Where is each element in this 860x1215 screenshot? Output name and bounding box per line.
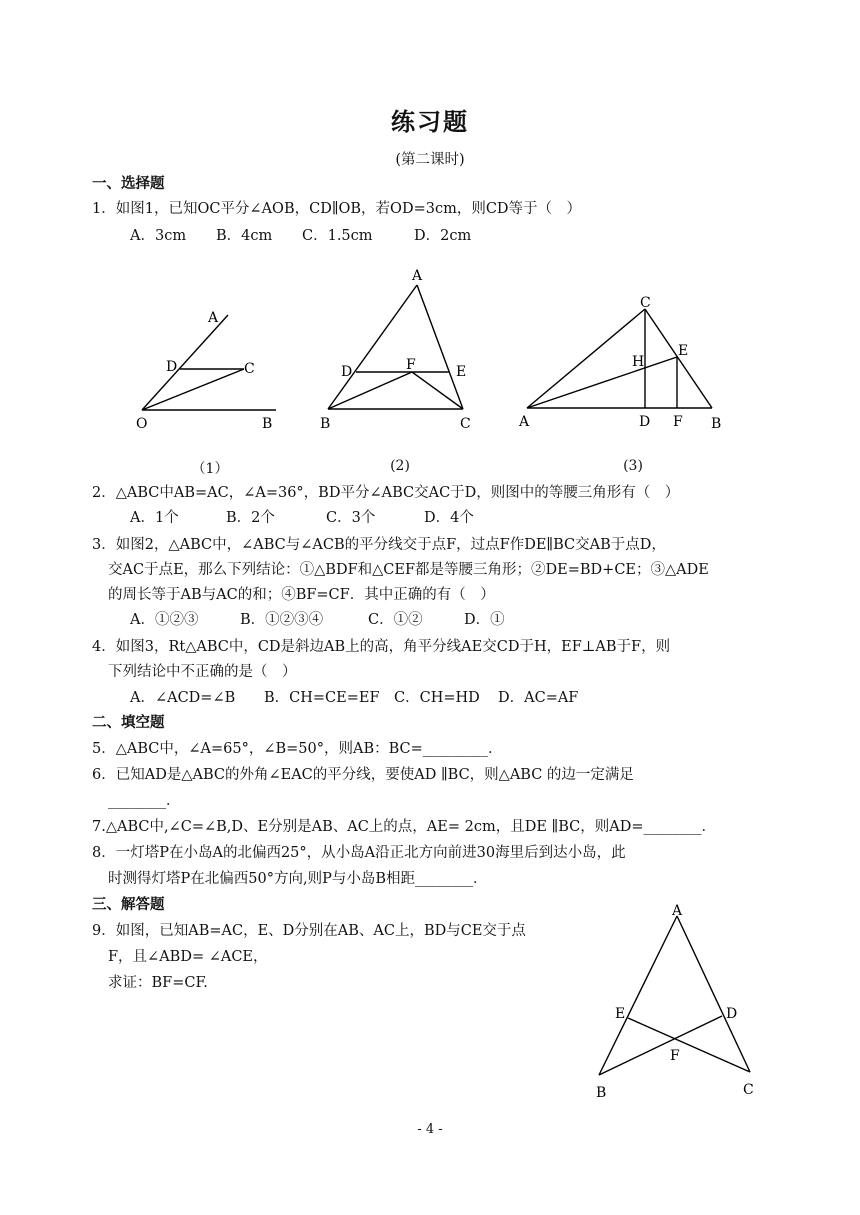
question-6-line-1: 6．已知AD是△ABC的外角∠EAC的平分线，要使AD ∥BC，则△ABC 的边一定满足 [92, 767, 634, 783]
section-answer-heading: 三、解答题 [92, 897, 165, 913]
fig3-label-b: B [711, 416, 722, 432]
question-3-options [130, 610, 505, 630]
figure-1 [120, 300, 300, 440]
question-9-line-1: 9．如图，已知AB=AC，E、D分别在AB、AC上，BD与CE交于点 [92, 923, 526, 939]
question-2-stem: 2．△ABC中AB=AC，∠A=36°，BD平分∠ABC交AC于D，则图中的等腰三角形有（ ） [92, 485, 680, 501]
fig3-label-c: C [640, 295, 651, 311]
q3-option-a: A．①②③ [130, 612, 199, 628]
q4-option-d: D．AC=AF [498, 690, 579, 706]
q1-option-a: A．3cm [130, 228, 187, 244]
fig1-ray-oa [142, 315, 228, 410]
q2-option-a: A．1个 [130, 510, 179, 526]
question-1-stem: 1．如图1，已知OC平分∠AOB，CD∥OB，若OD=3cm，则CD等于（ ） [92, 201, 582, 217]
figure-2 [310, 262, 490, 442]
fig2-label-a: A [412, 268, 423, 284]
fig1-segment-oc [142, 369, 244, 410]
page-title: 练习题 [391, 107, 469, 136]
q2-option-b: B．2个 [226, 510, 275, 526]
fig4-label-d: D [726, 1006, 738, 1022]
question-3-line-3: 的周长等于AB与AC的和；④BF=CF．其中正确的有（ ） [108, 587, 495, 603]
page-subtitle: (第二课时) [395, 152, 465, 168]
question-4-options [130, 688, 578, 708]
section-fill-heading: 二、填空题 [92, 715, 165, 731]
fig4-label-f: F [670, 1048, 680, 1064]
fig2-label-b: B [320, 416, 331, 432]
fig4-label-a: A [672, 903, 683, 919]
page-number: - 4 - [417, 1122, 443, 1137]
fig1-label-c: C [244, 361, 255, 377]
figure-1-caption: （1） [191, 461, 229, 477]
question-9-line-3: 求证：BF=CF. [108, 975, 208, 991]
question-4-line-2: 下列结论中不正确的是（ ） [108, 664, 297, 680]
q1-option-b: B．4cm [216, 228, 273, 244]
fig4-label-c: C [743, 1082, 754, 1098]
fig2-label-f: F [406, 357, 416, 373]
fig2-label-d: D [341, 364, 353, 380]
fig1-label-o: O [136, 416, 148, 432]
fig4-side-ac [677, 916, 750, 1072]
fig3-side-ac [527, 309, 645, 408]
q3-option-b: B．①②③④ [240, 612, 324, 628]
question-8-line-1: 8．一灯塔P在小岛A的北偏西25°，从小岛A沿正北方向前进30海里后到达小岛，此 [92, 845, 626, 861]
question-8-line-2: 时测得灯塔P在北偏西50°方向,则P与小岛B相距________． [108, 871, 488, 887]
fig1-label-a: A [208, 310, 219, 326]
figure-2-caption: (2) [390, 458, 410, 474]
figure-3 [515, 295, 735, 435]
q2-option-d: D．4个 [424, 510, 474, 526]
fig3-label-d: D [639, 414, 651, 430]
q2-option-c: C．3个 [326, 510, 376, 526]
fig3-label-h: H [632, 354, 645, 370]
fig2-label-e: E [456, 364, 467, 380]
fig4-label-e: E [615, 1006, 626, 1022]
fig3-bisector-ae [527, 357, 677, 408]
fig3-label-e: E [678, 343, 689, 359]
q4-option-b: B．CH=CE=EF [264, 690, 380, 706]
question-2-options [130, 508, 474, 528]
section-choice-heading: 一、选择题 [92, 176, 165, 192]
figure-3-caption: (3) [623, 458, 643, 474]
figure-4 [580, 900, 770, 1110]
q4-option-a: A．∠ACD=∠B [130, 690, 236, 706]
question-5: 5．△ABC中，∠A=65°，∠B=50°，则AB：BC=_________． [92, 741, 503, 757]
q4-option-c: C．CH=HD [394, 690, 480, 706]
question-4-line-1: 4．如图3，Rt△ABC中，CD是斜边AB上的高，角平分线AE交CD于H，EF⊥AB于F，则 [92, 639, 671, 655]
fig3-label-f: F [673, 414, 683, 430]
question-1-options [130, 226, 471, 246]
q3-option-d: D．① [464, 612, 505, 628]
question-6-line-2: ________． [108, 793, 181, 809]
fig1-label-b: B [262, 416, 273, 432]
q1-option-c: C．1.5cm [302, 228, 373, 244]
fig1-label-d: D [166, 359, 178, 375]
question-9-line-2: F，且∠ABD= ∠ACE， [108, 949, 268, 965]
fig4-side-ab [599, 916, 677, 1075]
fig4-segment-ec [628, 1018, 750, 1072]
q1-option-d: D．2cm [414, 228, 472, 244]
question-3-line-2: 交AC于点E，那么下列结论：①△BDF和△CEF都是等腰三角形；②DE=BD+CE；③△ADE [108, 562, 709, 578]
fig3-label-a: A [519, 414, 530, 430]
fig4-label-b: B [596, 1085, 607, 1101]
fig4-segment-bd [599, 1016, 722, 1075]
q3-option-c: C．①② [368, 612, 423, 628]
question-7: 7.△ABC中,∠C=∠B,D、E分别是AB、AC上的点，AE= 2cm，且DE ∥BC，则AD=________． [92, 819, 716, 835]
fig2-side-ab [328, 285, 417, 409]
fig2-side-ac [417, 285, 463, 409]
fig2-label-c: C [460, 416, 471, 432]
question-3-line-1: 3．如图2，△ABC中，∠ABC与∠ACB的平分线交于点F，过点F作DE∥BC交AB于点D， [92, 537, 666, 553]
